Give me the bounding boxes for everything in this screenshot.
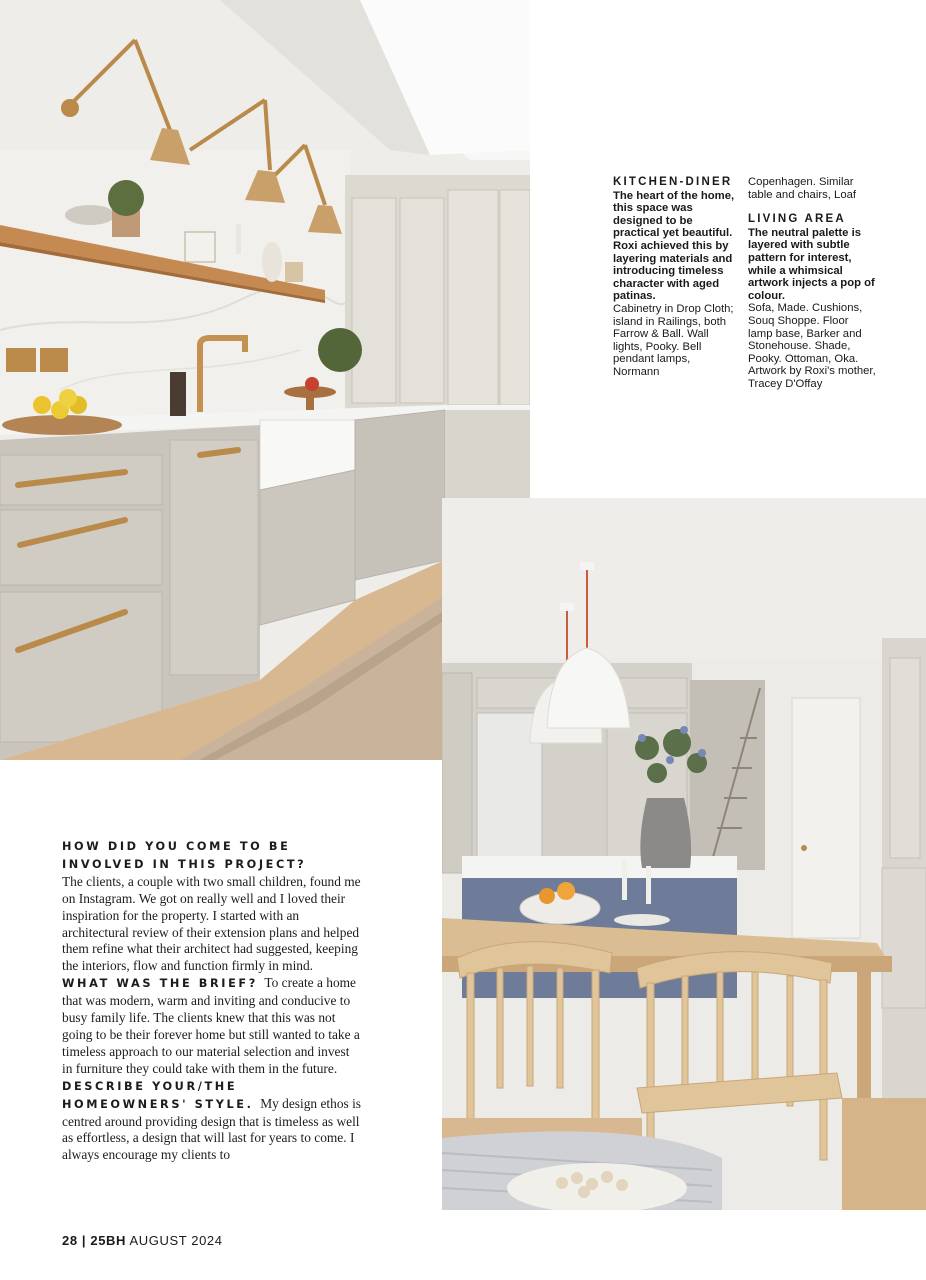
answer-style: My design ethos is centred around providing design that is timeless as well as effortless, a design that will last for years to come. I always encourage my clients to bbox=[62, 1095, 362, 1163]
answer-involvement: The clients, a couple with two small children, found me on Instagram. We got on really well and I loved their inspiration for the property. I started with an architectural review of their extension plans and helped them refine what their architect had suggested, keeping the interiors, flow and function firmly in mind. bbox=[62, 873, 361, 974]
question-brief: WHAT WAS THE BRIEF? bbox=[62, 977, 258, 991]
dining-photo bbox=[442, 498, 926, 1210]
kitchen-diner-caption bbox=[613, 176, 737, 379]
kitchen-diner-credits: Cabinetry in Drop Cloth; island in Railings, both Farrow & Ball. Wall lights, Pooky. Bell pendant lamps, Normann bbox=[613, 302, 734, 378]
question-style: DESCRIBE YOUR/THE HOMEOWNERS' STYLE. bbox=[62, 1079, 254, 1111]
article-body bbox=[62, 838, 362, 1164]
kitchen-diner-credits-continued: Copenhagen. Similar table and chairs, Loaf bbox=[748, 176, 857, 201]
living-area-credits: Sofa, Made. Cushions, Souq Shoppe. Floor lamp base, Barker and Stonehouse. Shade, Pooky. Ottoman, Oka. Artwork by Roxi's mother, Tracey D'Offay bbox=[748, 302, 876, 390]
page-number: 28 bbox=[62, 1233, 78, 1248]
kitchen-diner-lead: The heart of the home, this space was designed to be practical yet beautiful. Roxi achieved this by layering materials and introducing timeless character with aged patinas. bbox=[613, 189, 735, 303]
magazine-name: 25BH bbox=[90, 1233, 126, 1248]
folio-separator: | bbox=[81, 1233, 87, 1248]
page-folio bbox=[62, 1233, 223, 1248]
living-area-lead: The neutral palette is layered with subtle pattern for interest, while a whimsical artwork injects a pop of colour. bbox=[748, 226, 875, 302]
living-area-heading: LIVING AREA bbox=[748, 213, 846, 226]
answer-brief: To create a home that was modern, warm and inviting and conducive to busy family life. The clients knew that this was not going to be their forever home but still wanted to take a timeless approach to our material selection and invest in furniture they could take with them in the future. bbox=[62, 975, 360, 1076]
issue-date: AUGUST 2024 bbox=[129, 1233, 223, 1248]
living-area-caption-column bbox=[748, 176, 876, 391]
kitchen-diner-heading: KITCHEN-DINER bbox=[613, 176, 733, 188]
question-involvement: HOW DID YOU COME TO BE INVOLVED IN THIS PROJECT? bbox=[62, 840, 307, 871]
